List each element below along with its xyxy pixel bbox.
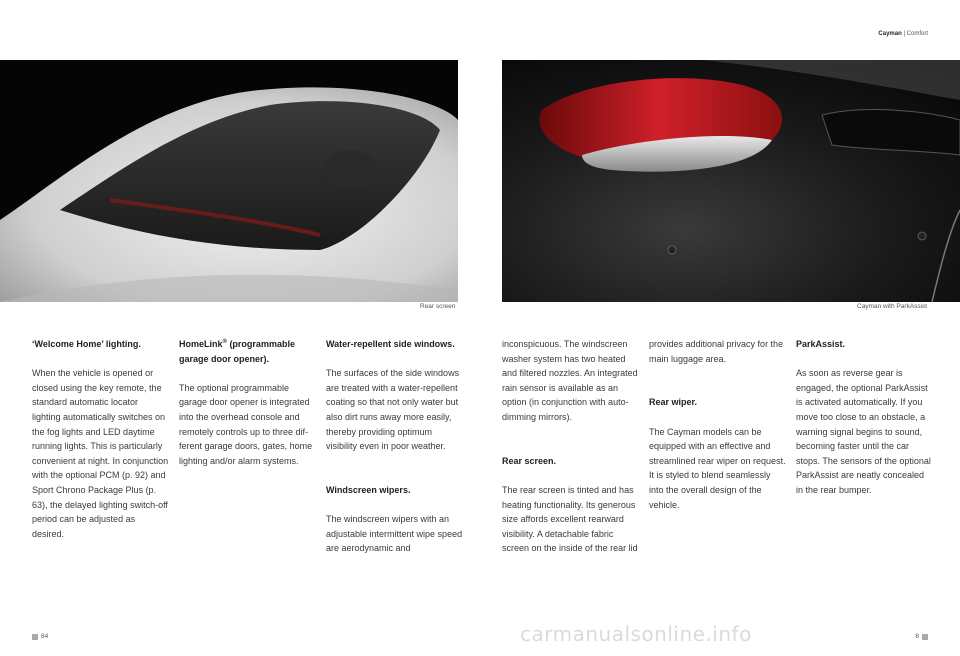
column-homelink [179, 337, 316, 483]
column-welcome-home [32, 337, 169, 556]
homelink-body: The optional programmable garage door opener is integrated into the overhead console and remotely controls up to three different garage doors, gates, home lighting and/or alarm systems. [179, 382, 313, 466]
parkassist-heading: ParkAssist. [796, 339, 846, 349]
welcome-home-body: When the vehicle is opened or closed using the key remote, the standard automatic locator lighting automatically switches on the fog lights and LED daytime running lights. This is particularly convenient at night. In conjunction with the optional PCM (p. 92) and Sport Chrono Package Plus (p. 63), the delayed lighting switch-off period can be adjusted as desired. [32, 368, 169, 539]
header-section: | Comfort [903, 31, 928, 37]
page-marker-icon-right [922, 634, 928, 640]
header-brand: Cayman [878, 31, 902, 37]
column-rear-wiper [649, 337, 786, 527]
homelink-title: HomeLink [179, 339, 223, 349]
column-water-repellent [326, 337, 463, 571]
rear-screen-photo [0, 60, 458, 302]
page-number-left: 84 [41, 633, 49, 640]
footer-right [915, 633, 928, 640]
parkassist-body: As soon as reverse gear is engaged, the optional ParkAssist is activated automatically. If you move too close to an obstacle, a warning signal begins to sound, becoming faster until the car stops. The sensors of the optional ParkAssist are neatly concealed in the rear bumper. [796, 368, 931, 495]
column-parkassist [796, 337, 933, 512]
right-photo-caption: Cayman with ParkAssist [857, 303, 928, 310]
left-photo-caption: Rear screen [420, 303, 456, 310]
parkassist-photo [502, 60, 960, 302]
rear-wiper-body: The Cayman models can be equipped with an effective and streamlined rear wiper on request. It is styled to blend seamlessly into the overall design of the vehicle. [649, 426, 786, 510]
rear-screen-continued-body: provides additional privacy for the main luggage area. [649, 339, 784, 364]
footer-left [32, 633, 48, 640]
rear-screen-body: The rear screen is tinted and has heating functionality. Its generous size affords excellent rearward visibility. A detachable fabric screen on the inside of the rear lid [502, 484, 638, 554]
welcome-home-heading: ‘Welcome Home’ lighting. [32, 339, 141, 349]
homelink-heading [179, 337, 316, 366]
windscreen-wipers-heading: Windscreen wipers. [326, 484, 411, 495]
windscreen-continued-body: inconspicuous. The windscreen washer system has two heated and filtered nozzles. An integrated rain sensor is available as an option (in conjunction with auto-dimming mirrors). [502, 339, 638, 422]
column-rear-screen [502, 337, 639, 571]
watermark: carmanualsonline.info [520, 622, 752, 646]
rear-screen-heading: Rear screen. [502, 455, 557, 466]
page-number-right: 8 [915, 633, 919, 640]
registered-mark: ® [222, 339, 227, 345]
water-repellent-body: The surfaces of the side windows are treated with a water-repellent coating so that not only water but also dirt runs away more easily, thereby providing optimum visibility even in poor weather. [326, 368, 460, 452]
homelink-subtitle: (programmable garage door opener). [179, 339, 295, 364]
windscreen-wipers-body: The windscreen wipers with an adjustable intermittent wipe speed are aerodynamic and [326, 514, 463, 554]
water-repellent-heading: Water-repellent side windows. [326, 339, 455, 349]
page-marker-icon [32, 634, 38, 640]
running-header [878, 31, 928, 37]
rear-wiper-heading: Rear wiper. [649, 397, 698, 408]
